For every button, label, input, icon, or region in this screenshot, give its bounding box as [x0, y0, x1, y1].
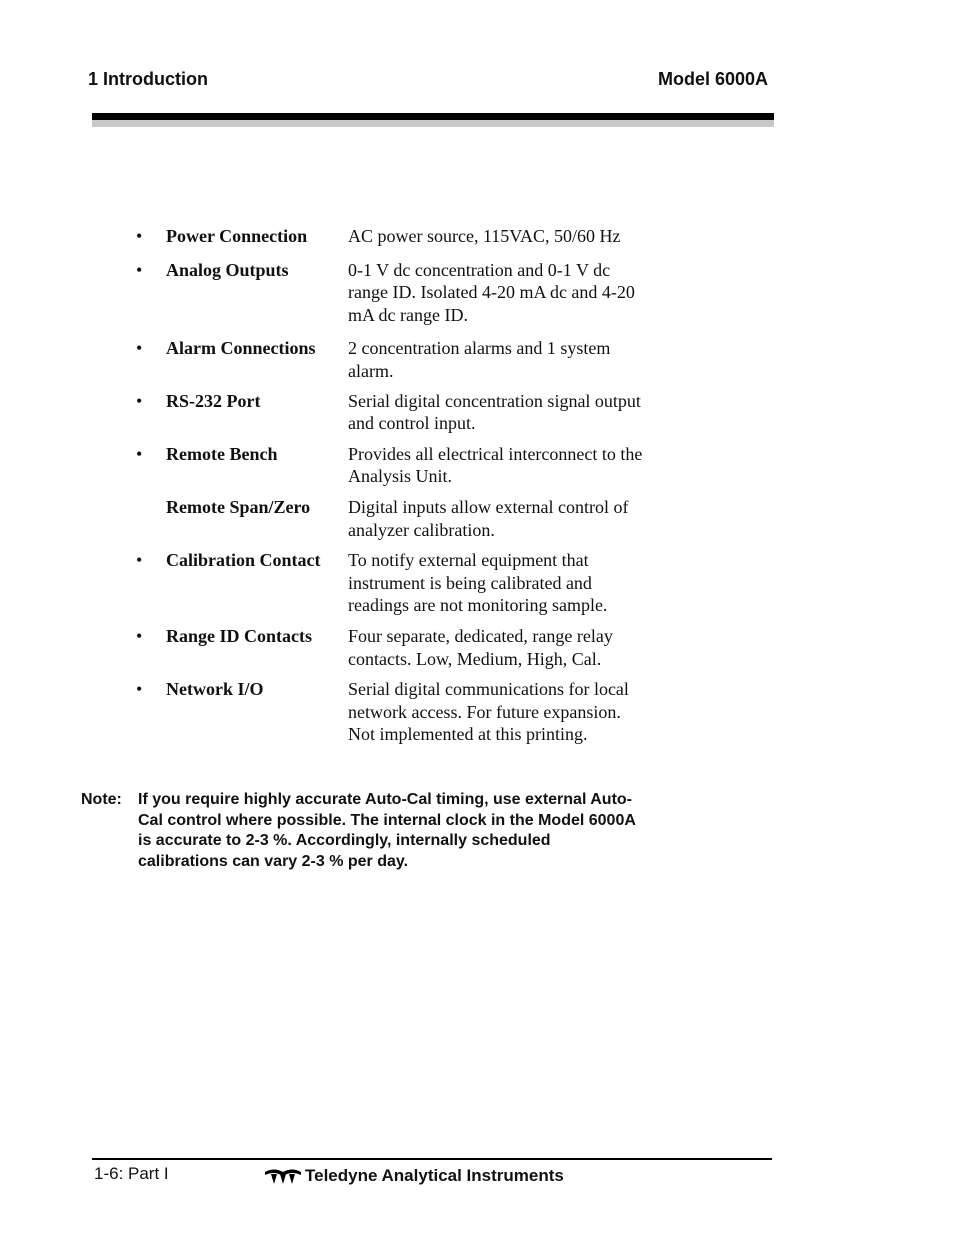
- spec-label: Range ID Contacts: [166, 625, 312, 646]
- spec-row: [136, 259, 656, 327]
- spec-row: [136, 443, 656, 488]
- spec-description: Serial digital communications for local network access. For future expansion. Not implemented at this printing.: [348, 679, 629, 745]
- bullet: •: [136, 679, 143, 700]
- spec-label: RS-232 Port: [166, 390, 261, 411]
- spec-row: [136, 225, 656, 248]
- spec-label: Remote Bench: [166, 443, 278, 464]
- spec-list: [136, 225, 656, 746]
- spec-label: Power Connection: [166, 226, 308, 246]
- spec-description: 2 concentration alarms and 1 system alarm.: [348, 338, 611, 381]
- footer-rule: [92, 1158, 772, 1160]
- section-title: 1 Introduction: [88, 69, 208, 89]
- spec-row: [136, 549, 656, 617]
- spec-description: Digital inputs allow external control of analyzer calibration.: [348, 496, 629, 540]
- spec-description: AC power source, 115VAC, 50/60 Hz: [348, 226, 621, 246]
- bullet: •: [136, 550, 143, 571]
- spec-description: Provides all electrical interconnect to the Analysis Unit.: [348, 443, 643, 487]
- note-text: If you require highly accurate Auto-Cal timing, use external Auto-Cal control where possible. The internal clock in the Model 6000A is accurate to 2-3 %. Accordingly, internally scheduled calibrations can vary 2-3 % per day.: [138, 791, 636, 870]
- note-block: [81, 790, 641, 872]
- page-number: 1-6: Part I: [94, 1164, 169, 1183]
- spec-description: 0-1 V dc concentration and 0-1 V dc range ID. Isolated 4-20 mA dc and 4-20 mA dc range ID.: [348, 259, 635, 325]
- spec-label: Analog Outputs: [166, 259, 289, 280]
- company-name: Teledyne Analytical Instruments: [305, 1166, 564, 1185]
- spec-description: Four separate, dedicated, range relay contacts. Low, Medium, High, Cal.: [348, 625, 613, 669]
- bullet: •: [136, 226, 143, 246]
- spec-row: [136, 625, 656, 670]
- spec-row: [136, 390, 656, 435]
- spec-label: Remote Span/Zero: [166, 496, 311, 517]
- spec-row: [136, 678, 656, 746]
- header-rule-shadow: [92, 120, 774, 127]
- bullet: •: [136, 625, 143, 646]
- bullet: •: [136, 259, 143, 280]
- bullet: •: [136, 338, 143, 359]
- spec-row: [136, 337, 656, 382]
- bullet: •: [136, 390, 143, 411]
- spec-description: To notify external equipment that instrument is being calibrated and readings are not monitoring sample.: [348, 550, 608, 616]
- spec-description: Serial digital concentration signal output and control input.: [348, 390, 641, 434]
- bullet: •: [136, 443, 143, 464]
- note-label: Note:: [81, 791, 122, 808]
- spec-row: [136, 496, 656, 541]
- model-name: Model 6000A: [657, 69, 768, 89]
- spec-label: Calibration Contact: [166, 550, 321, 571]
- spec-label: Network I/O: [166, 679, 264, 700]
- header-rule: [92, 113, 774, 120]
- teledyne-logo-icon: [265, 1167, 301, 1185]
- spec-label: Alarm Connections: [166, 338, 316, 359]
